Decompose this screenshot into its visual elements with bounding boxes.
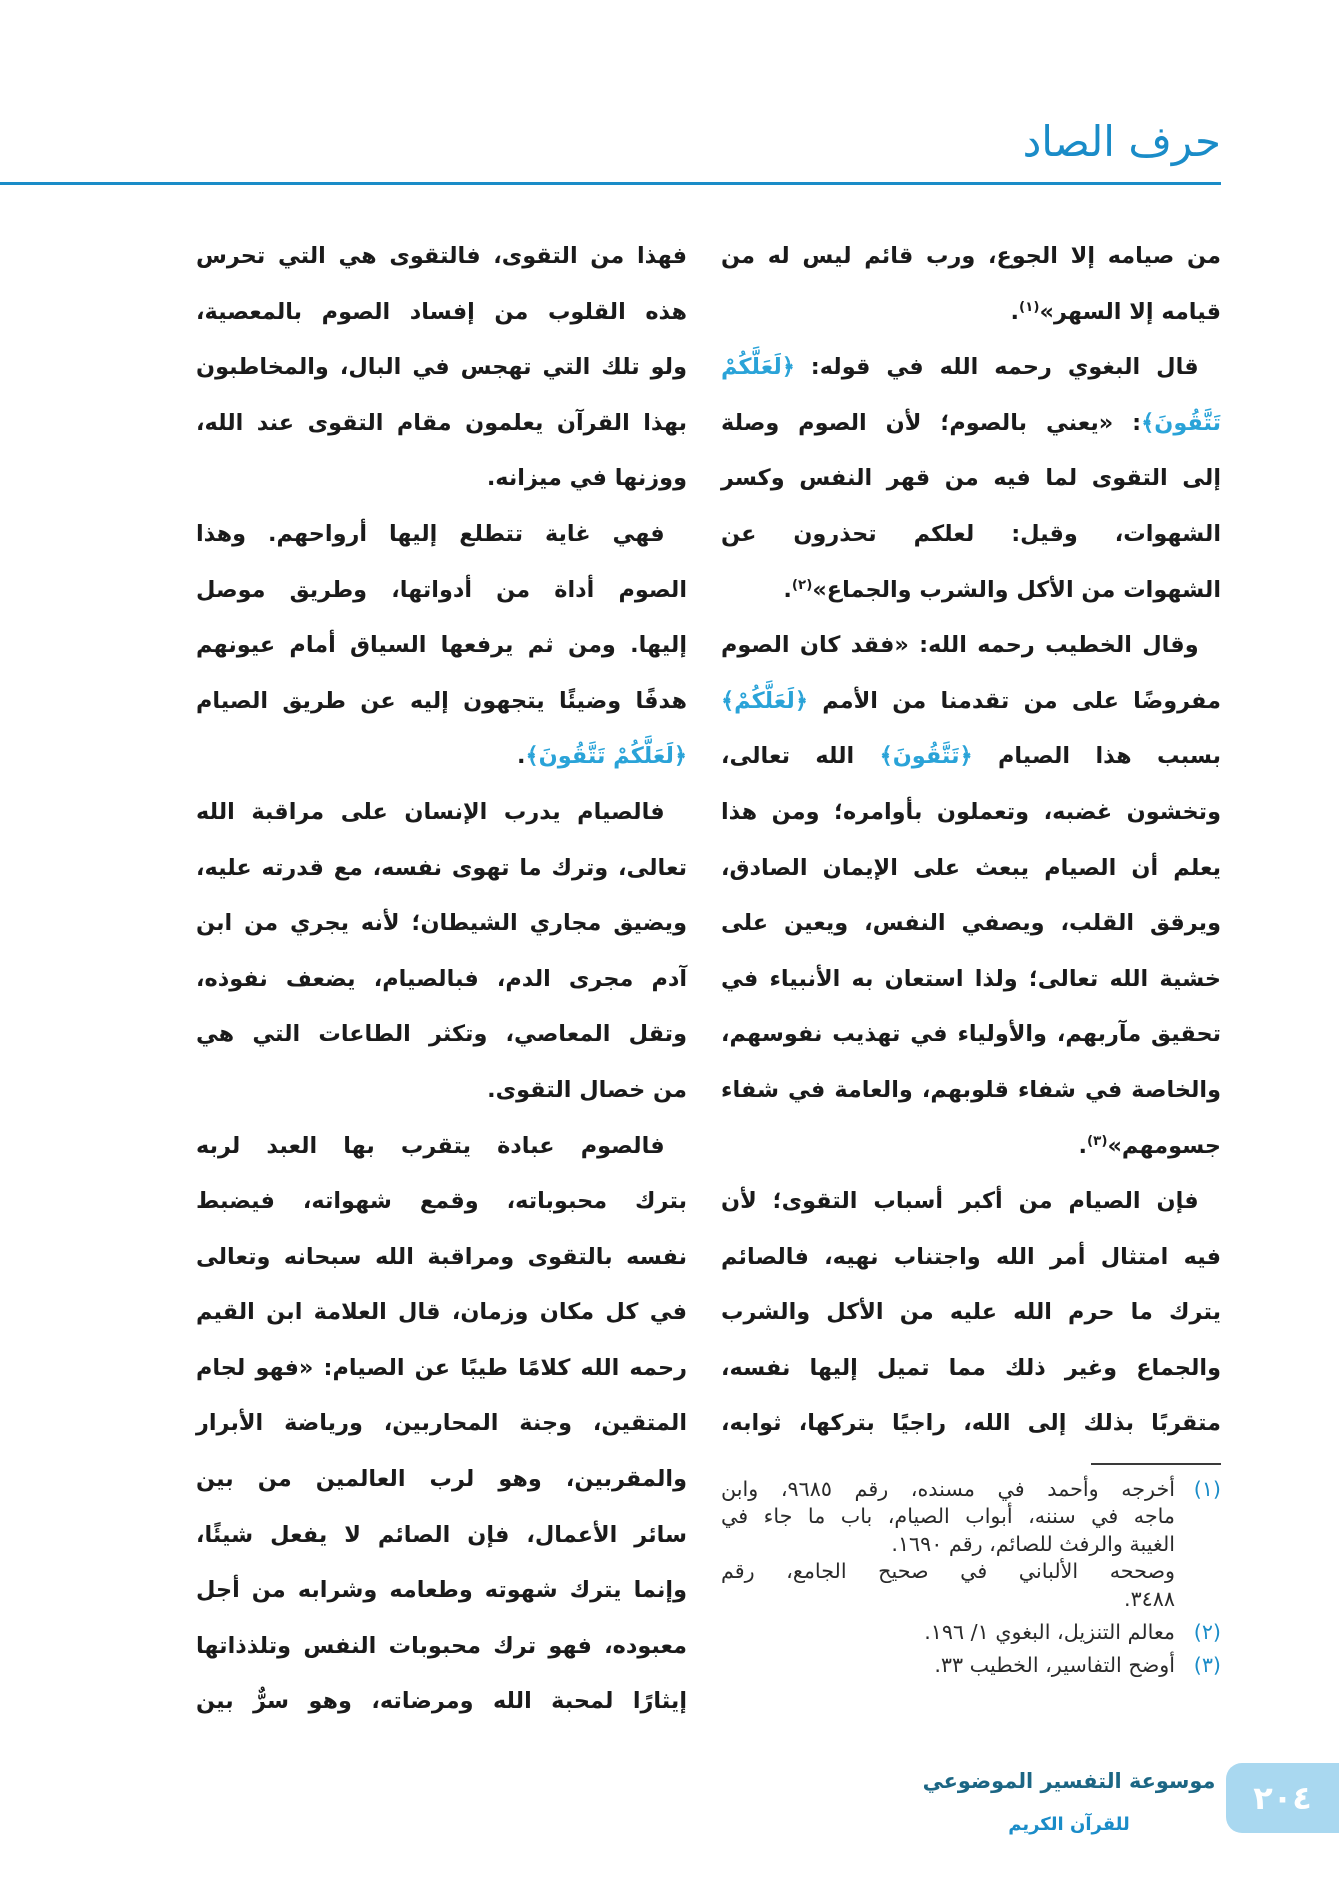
text-run: الصوم أداة من أدواتها، وطريق موصل xyxy=(196,576,687,603)
text-run: الشهوات من الأكل والشرب والجماع» xyxy=(812,576,1221,603)
footnote-line xyxy=(721,1503,1175,1530)
text-run: إلى التقوى لما فيه من قهر النفس وكسر xyxy=(721,465,1221,492)
text-run: . xyxy=(783,576,792,603)
text-run: فهذا من التقوى، فالتقوى هي التي تحرس xyxy=(196,243,687,269)
text-run: بترك محبوباته، وقمع شهواته، فيضبط xyxy=(196,1188,687,1215)
text-line xyxy=(196,396,687,452)
text-run: خشية الله تعالى؛ ولذا استعان به الأنبياء في xyxy=(721,965,1221,992)
text-line xyxy=(196,563,687,619)
line-content xyxy=(196,577,687,603)
line-content xyxy=(721,243,1221,269)
footnote-line-text: ماجه في سننه، أبواب الصيام، باب ما جاء في xyxy=(721,1504,1175,1529)
text-line xyxy=(196,618,687,674)
line-content xyxy=(196,1244,687,1270)
text-run: والمقربين، وهو لرب العالمين من بين xyxy=(196,1466,687,1493)
footnote-text xyxy=(721,1619,1175,1646)
line-content xyxy=(721,910,1221,936)
text-run: ويرقق القلب، ويصفي النفس، ويعين على xyxy=(721,910,1221,937)
header-rule xyxy=(0,182,1221,185)
line-content xyxy=(721,354,1199,380)
text-run: معبوده، فهو ترك محبوبات النفس وتلذذاتها xyxy=(196,1632,687,1659)
line-content xyxy=(196,243,687,269)
line-content xyxy=(1011,299,1221,325)
paragraph xyxy=(196,507,687,785)
text-line xyxy=(196,1508,687,1564)
text-run: . xyxy=(517,743,526,770)
text-line xyxy=(721,729,1221,785)
footnote-line-text: أخرجه وأحمد في مسنده، رقم ٩٦٨٥، وابن xyxy=(721,1477,1175,1501)
footnote-line-text: الغيبة والرفث للصائم، رقم ١٦٩٠. xyxy=(891,1531,1175,1556)
series-logo-title-text: موسوعة التفسير الموضوعي xyxy=(922,1769,1216,1793)
footnote xyxy=(721,1652,1221,1679)
footnote-text xyxy=(721,1476,1175,1613)
line-content xyxy=(196,1188,687,1214)
line-content xyxy=(783,577,1221,603)
text-run: آدم مجرى الدم، فبالصيام، يضعف نفوذه، xyxy=(196,965,687,992)
text-line xyxy=(196,674,687,730)
text-run: الله تعالى، xyxy=(721,743,880,770)
text-line xyxy=(196,507,687,563)
text-run: الشهوات، وقيل: لعلكم تحذرون عن xyxy=(721,520,1221,547)
text-run: هدفًا وضيئًا يتجهون إليه عن طريق الصيام xyxy=(196,687,687,714)
text-run: هذه القلوب من إفساد الصوم بالمعصية، xyxy=(196,298,687,325)
text-run: من صيامه إلا الجوع، ورب قائم ليس له من xyxy=(721,243,1221,269)
text-run: نفسه بالتقوى ومراقبة الله سبحانه وتعالى xyxy=(196,1243,687,1270)
running-header-title: حرف الصاد xyxy=(1022,117,1221,166)
text-line xyxy=(196,285,687,341)
text-line xyxy=(196,1341,687,1397)
text-line xyxy=(721,618,1221,674)
text-line xyxy=(196,1619,687,1675)
line-content xyxy=(196,299,687,325)
paragraph xyxy=(721,340,1221,618)
footnote-number: (٢) xyxy=(1193,1619,1221,1644)
line-content xyxy=(1078,1133,1221,1159)
text-run: يعلم أن الصيام يبعث على الإيمان الصادق، xyxy=(721,854,1221,881)
quran-phrase: ﴿لَعَلَّكُمْ﴾ xyxy=(721,687,808,714)
text-line xyxy=(721,1119,1221,1175)
line-content xyxy=(196,1688,687,1714)
footnotes xyxy=(721,1476,1221,1680)
footnote-line-text: أوضح التفاسير، الخطيب ٣٣. xyxy=(934,1653,1175,1678)
line-content xyxy=(721,966,1221,992)
text-line xyxy=(721,1396,1221,1452)
line-content xyxy=(196,1633,687,1659)
line-content xyxy=(721,1021,1221,1047)
text-line xyxy=(196,785,687,841)
line-content xyxy=(721,465,1221,491)
text-line xyxy=(196,451,687,507)
footnote-ref: (١) xyxy=(1019,299,1040,315)
line-content xyxy=(196,966,687,992)
line-content xyxy=(517,743,687,769)
line-content xyxy=(721,1244,1221,1270)
text-line xyxy=(721,1341,1221,1397)
line-content xyxy=(196,410,687,436)
line-content xyxy=(721,521,1221,547)
text-line xyxy=(721,841,1221,897)
line-content xyxy=(721,632,1199,658)
series-logo-subtitle: للقرآن الكريم xyxy=(1008,1814,1130,1835)
text-line xyxy=(721,1285,1221,1341)
text-run: قال البغوي رحمه الله في قوله: xyxy=(794,354,1199,381)
text-run: : «يعني بالصوم؛ لأن الصوم وصلة xyxy=(721,409,1142,436)
text-run: قيامه إلا السهر» xyxy=(1039,298,1221,325)
quran-phrase: تَتَّقُونَ﴾ xyxy=(1141,409,1221,436)
paragraph xyxy=(721,618,1221,1174)
text-line xyxy=(721,1007,1221,1063)
line-content xyxy=(721,1299,1221,1325)
paragraph xyxy=(196,785,687,1119)
footnote-line xyxy=(721,1586,1175,1613)
line-content xyxy=(721,1355,1221,1381)
text-run: من خصال التقوى. xyxy=(487,1076,687,1103)
text-line xyxy=(721,1063,1221,1119)
line-content xyxy=(721,1188,1199,1214)
series-logo xyxy=(918,1750,1220,1850)
line-content xyxy=(196,1021,687,1047)
text-column-right xyxy=(721,229,1221,1452)
footnote xyxy=(721,1619,1221,1646)
text-line xyxy=(721,1230,1221,1286)
footnote-text xyxy=(721,1652,1175,1679)
text-run: فإن الصيام من أكبر أسباب التقوى؛ لأن xyxy=(721,1188,1199,1215)
text-run: المتقين، وجنة المحاربين، ورياضة الأبرار xyxy=(196,1410,687,1437)
text-line xyxy=(196,1674,687,1730)
text-run: وتخشون غضبه، وتعملون بأوامره؛ ومن هذا xyxy=(721,798,1221,825)
text-run: بسبب هذا الصيام xyxy=(972,743,1221,770)
text-line xyxy=(196,1230,687,1286)
line-content xyxy=(196,688,687,714)
text-column-left xyxy=(196,229,687,1730)
series-logo-title xyxy=(918,1750,1220,1812)
text-line xyxy=(196,841,687,897)
footnote-number: (٣) xyxy=(1193,1653,1221,1678)
text-run: فالصيام يدرب الإنسان على مراقبة الله xyxy=(196,798,665,825)
line-content xyxy=(721,743,1221,769)
text-line xyxy=(721,563,1221,619)
line-content xyxy=(196,799,665,825)
line-content xyxy=(196,910,687,936)
line-content xyxy=(196,1577,687,1603)
quran-phrase: ﴿لَعَلَّكُمْ xyxy=(721,354,795,381)
text-run: وتقل المعاصي، وتكثر الطاعات التي هي xyxy=(196,1021,687,1048)
footnote-line-text: وصححه الألباني في صحيح الجامع، رقم xyxy=(721,1559,1175,1584)
text-run: . xyxy=(1078,1132,1087,1159)
text-line xyxy=(196,340,687,396)
text-line xyxy=(196,729,687,785)
paragraph xyxy=(196,229,687,507)
text-line xyxy=(721,896,1221,952)
footnote-line xyxy=(721,1652,1175,1679)
text-run: ويضيق مجاري الشيطان؛ لأنه يجري من ابن xyxy=(196,910,687,937)
paragraph xyxy=(196,1119,687,1731)
text-run: ووزنها في ميزانه. xyxy=(486,465,687,492)
line-content xyxy=(721,410,1221,436)
text-line xyxy=(721,285,1221,341)
text-run: ولو تلك التي تهجس في البال، والمخاطبون xyxy=(196,354,687,381)
line-content xyxy=(196,1355,687,1381)
text-run: تعالى، وترك ما تهوى نفسه، مع قدرته عليه، xyxy=(196,854,687,881)
text-run: والجماع وغير ذلك مما تميل إليها نفسه، xyxy=(721,1354,1221,1381)
line-content xyxy=(196,1299,687,1325)
line-content xyxy=(196,1133,665,1159)
text-line xyxy=(721,396,1221,452)
footnote-line xyxy=(721,1531,1175,1558)
text-line xyxy=(721,674,1221,730)
text-line xyxy=(196,229,687,285)
text-run: إليها. ومن ثم يرفعها السياق أمام عيونهم xyxy=(196,632,687,659)
footnote-line-text: ٣٤٨٨. xyxy=(1124,1586,1175,1611)
footnote-line-text: معالم التنزيل، البغوي ١/ ١٩٦. xyxy=(924,1619,1175,1644)
text-run: وإنما يترك شهوته وطعامه وشرابه من أجل xyxy=(196,1577,687,1604)
text-run: تحقيق مآربهم، والأولياء في تهذيب نفوسهم، xyxy=(721,1021,1221,1048)
footnote-ref: (٣) xyxy=(1086,1133,1108,1149)
line-content xyxy=(721,688,1221,714)
quran-phrase: ﴿تَتَّقُونَ﴾ xyxy=(879,743,973,770)
quran-phrase: ﴿لَعَلَّكُمْ تَتَّقُونَ﴾ xyxy=(525,743,687,770)
text-run: وقال الخطيب رحمه الله: «فقد كان الصوم xyxy=(721,632,1199,659)
line-content xyxy=(196,1522,687,1548)
line-content xyxy=(196,1466,687,1492)
footnote-line xyxy=(721,1619,1175,1646)
line-content xyxy=(196,521,665,547)
text-run: والخاصة في شفاء قلوبهم، والعامة في شفاء xyxy=(721,1076,1221,1103)
text-line xyxy=(721,952,1221,1008)
text-run: . xyxy=(1010,298,1020,325)
text-run: فيه امتثال أمر الله واجتناب نهيه، فالصائم xyxy=(721,1243,1221,1270)
line-content xyxy=(721,799,1221,825)
footnote-ref: (٢) xyxy=(791,577,813,593)
text-run: جسومهم» xyxy=(1107,1132,1221,1159)
text-run: رحمه الله كلامًا طيبًا عن الصيام: «فهو لجام xyxy=(196,1354,687,1381)
text-run: سائر الأعمال، فإن الصائم لا يفعل شيئًا، xyxy=(196,1521,687,1548)
text-run: مفروضًا على من تقدمنا من الأمم xyxy=(807,687,1221,714)
line-content xyxy=(196,354,687,380)
line-content xyxy=(196,1410,687,1436)
line-content xyxy=(487,465,687,491)
text-line xyxy=(196,1007,687,1063)
text-run: في كل مكان وزمان، قال العلامة ابن القيم xyxy=(196,1299,687,1326)
line-content xyxy=(196,632,687,658)
text-line xyxy=(721,451,1221,507)
text-line xyxy=(196,1563,687,1619)
paragraph xyxy=(721,229,1221,340)
text-run: متقربًا بذلك إلى الله، راجيًا بتركها، ثوابه، xyxy=(721,1410,1221,1437)
text-run: فالصوم عبادة يتقرب بها العبد لربه xyxy=(196,1132,665,1159)
text-line xyxy=(196,1285,687,1341)
text-line xyxy=(721,340,1221,396)
footnote-separator xyxy=(1091,1463,1221,1465)
text-line xyxy=(721,785,1221,841)
text-line xyxy=(196,1452,687,1508)
page-number: ٢٠٤ xyxy=(1226,1763,1339,1833)
footnote-number: (١) xyxy=(1193,1477,1221,1501)
footnote-line xyxy=(721,1476,1175,1503)
text-line xyxy=(196,1063,687,1119)
line-content xyxy=(721,855,1221,881)
footnote-line xyxy=(721,1558,1175,1585)
text-line xyxy=(721,1174,1221,1230)
text-line xyxy=(196,1396,687,1452)
text-line xyxy=(196,1174,687,1230)
text-line xyxy=(721,507,1221,563)
line-content xyxy=(487,1077,687,1103)
text-run: إيثارًا لمحبة الله ومرضاته، وهو سرٌّ بين xyxy=(196,1688,687,1715)
line-content xyxy=(196,855,687,881)
line-content xyxy=(721,1077,1221,1103)
text-line xyxy=(196,1119,687,1175)
line-content xyxy=(721,1410,1221,1436)
footnote xyxy=(721,1476,1221,1613)
text-line xyxy=(196,896,687,952)
text-run: يترك ما حرم الله عليه من الأكل والشرب xyxy=(721,1299,1221,1326)
text-line xyxy=(196,952,687,1008)
paragraph xyxy=(721,1174,1221,1452)
text-run: بهذا القرآن يعلمون مقام التقوى عند الله، xyxy=(196,409,687,436)
text-line xyxy=(721,229,1221,285)
text-run: فهي غاية تتطلع إليها أرواحهم. وهذا xyxy=(196,520,665,547)
